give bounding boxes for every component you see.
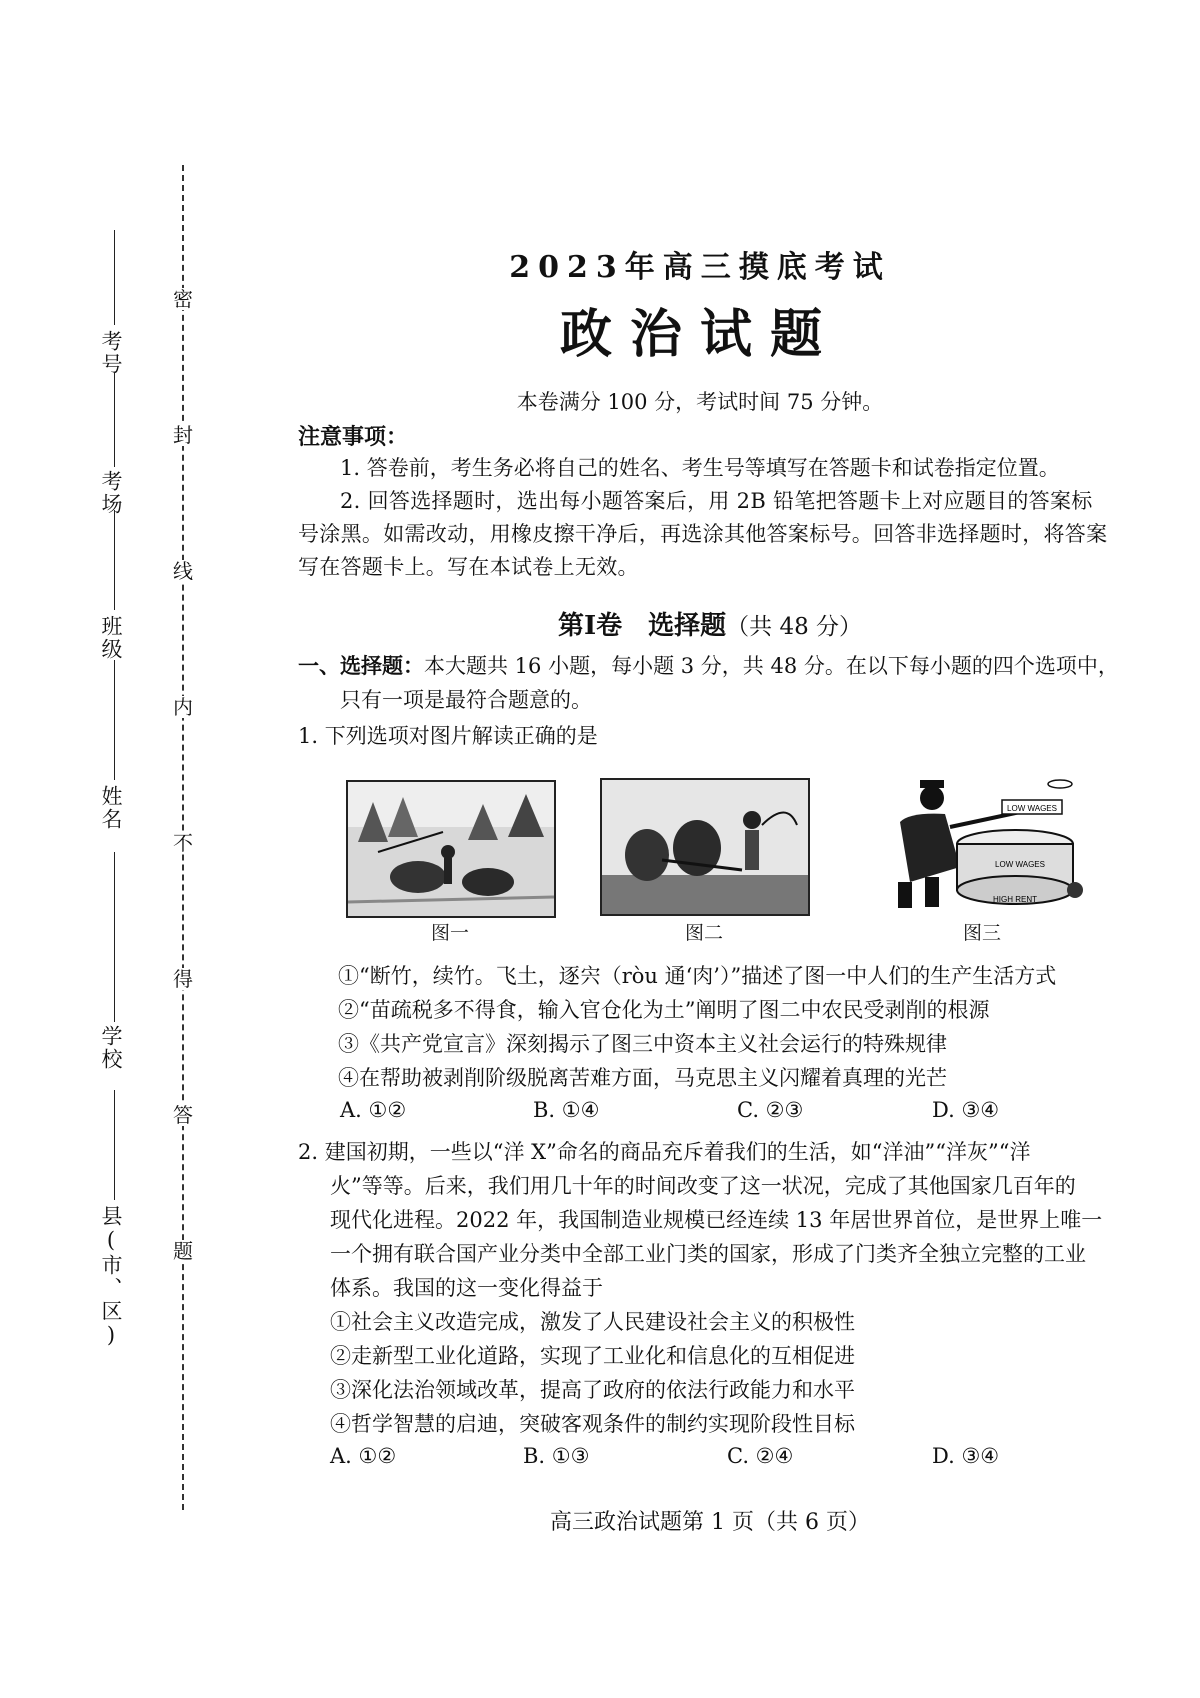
seal-char-4: 内 <box>173 695 193 719</box>
page-footer: 高三政治试题第 1 页（共 6 页） <box>550 1510 870 1535</box>
q1-option-b: B. ①④ <box>533 1098 600 1122</box>
field-line-county <box>114 1090 115 1200</box>
seal-char-6: 得 <box>173 967 193 991</box>
q1-statement-4: ④在帮助被剥削阶级脱离苦难方面，马克思主义闪耀着真理的光芒 <box>338 1066 947 1090</box>
field-line-school <box>114 852 115 1022</box>
part1-line-1 <box>298 650 1119 680</box>
seal-char-1: 密 <box>173 287 193 311</box>
q2-option-d: D. ③④ <box>932 1444 1000 1468</box>
seal-char-2: 封 <box>173 423 193 447</box>
q1-option-c: C. ②③ <box>737 1098 804 1122</box>
score-time-line: 本卷满分 100 分，考试时间 75 分钟。 <box>516 390 884 414</box>
figure-1-image <box>346 780 556 918</box>
figure-3-top-label: LOW WAGES <box>1007 804 1057 813</box>
field-line-class <box>114 510 115 610</box>
q2-option-b: B. ①③ <box>523 1444 590 1468</box>
q1-statement-1: ①“断竹，续竹。飞土，逐宍（ròu 通‘肉’）”描述了图一中人们的生产生活方式 <box>338 964 1057 988</box>
q2-statement-2: ②走新型工业化道路，实现了工业化和信息化的互相促进 <box>330 1344 855 1368</box>
exam-title-big: 政治试题 <box>559 304 840 365</box>
q1-option-d: D. ③④ <box>932 1098 1000 1122</box>
seal-char-7: 答 <box>173 1103 193 1127</box>
q2-option-c: C. ②④ <box>727 1444 794 1468</box>
field-line-exam-room <box>114 372 115 467</box>
q2-stem-line-1: 2. 建国初期，一些以“洋 X”命名的商品充斥着我们的生活，如“洋油”“洋灰”“洋 <box>298 1140 1031 1164</box>
field-label-name: 姓名 <box>99 785 123 831</box>
q2-stem-line-5: 体系。我国的这一变化得益于 <box>330 1276 603 1300</box>
figure-3-bottom-label: HIGH RENT <box>993 895 1037 904</box>
field-line-exam-number <box>114 230 115 325</box>
figure-2-illustration <box>602 780 808 914</box>
field-label-exam-room: 考场 <box>99 470 123 516</box>
q1-stem: 1. 下列选项对图片解读正确的是 <box>298 724 598 748</box>
part1-label: 一、选择题： <box>298 653 424 678</box>
figure-2-image <box>600 778 810 916</box>
exam-title-small: 2023年高三摸底考试 <box>509 250 891 285</box>
field-label-school: 学校 <box>99 1025 123 1071</box>
q2-statement-3: ③深化法治领域改革，提高了政府的依法行政能力和水平 <box>330 1378 855 1402</box>
figure-3-image <box>870 772 1090 914</box>
notice-heading: 注意事项： <box>298 424 409 450</box>
figure-1-illustration <box>348 782 554 916</box>
figure-1-caption: 图一 <box>430 922 469 944</box>
seal-char-3: 线 <box>173 559 193 583</box>
q2-stem-line-4: 一个拥有联合国产业分类中全部工业门类的国家，形成了门类齐全独立完整的工业 <box>330 1242 1086 1266</box>
seal-char-5: 不 <box>173 831 193 855</box>
figure-3-middle-label: LOW WAGES <box>995 860 1045 869</box>
q2-statement-4: ④哲学智慧的启迪，突破客观条件的制约实现阶段性目标 <box>330 1412 855 1436</box>
figure-3-illustration <box>870 772 1090 914</box>
q1-statement-3: ③《共产党宣言》深刻揭示了图三中资本主义社会运行的特殊规律 <box>338 1032 947 1056</box>
part1-line-2: 只有一项是最符合题意的。 <box>340 688 592 712</box>
notice-item-2: 2. 回答选择题时，选出每小题答案后，用 2B 铅笔把答题卡上对应题目的答案标号涂黑。如需改动，用橡皮擦干净后，再选涂其他答案标号。回答非选择题时，将答案写在答题卡上。写在本试卷上无效。 <box>298 489 1108 579</box>
q2-option-a: A. ①② <box>330 1444 397 1468</box>
field-label-county: 县(市、区) <box>99 1205 123 1349</box>
field-label-class: 班级 <box>99 615 123 661</box>
field-line-name <box>114 660 115 780</box>
section-score: （共 48 分） <box>726 614 863 640</box>
seal-char-8: 题 <box>173 1239 193 1263</box>
q1-statement-2: ②“苗疏税多不得食，输入官仓化为土”阐明了图二中农民受剥削的根源 <box>338 998 990 1022</box>
figure-2-caption: 图二 <box>684 922 723 944</box>
q1-option-a: A. ①② <box>340 1098 407 1122</box>
section-title: 第Ⅰ卷 选择题 <box>557 611 727 641</box>
notice-item-1: 1. 答卷前，考生务必将自己的姓名、考生号等填写在答题卡和试卷指定位置。 <box>340 456 1060 480</box>
q2-statement-1: ①社会主义改造完成，激发了人民建设社会主义的积极性 <box>330 1310 855 1334</box>
section-heading <box>300 605 1120 642</box>
q2-stem-line-3: 现代化进程。2022 年，我国制造业规模已经连续 13 年居世界首位，是世界上唯一 <box>330 1208 1103 1232</box>
part1-text: 本大题共 16 小题，每小题 3 分，共 48 分。在以下每小题的四个选项中， <box>424 654 1119 678</box>
field-label-exam-number: 考号 <box>99 330 123 376</box>
q2-stem-line-2: 火”等等。后来，我们用几十年的时间改变了这一状况，完成了其他国家几百年的 <box>330 1174 1076 1198</box>
figure-3-caption: 图三 <box>962 922 1001 944</box>
